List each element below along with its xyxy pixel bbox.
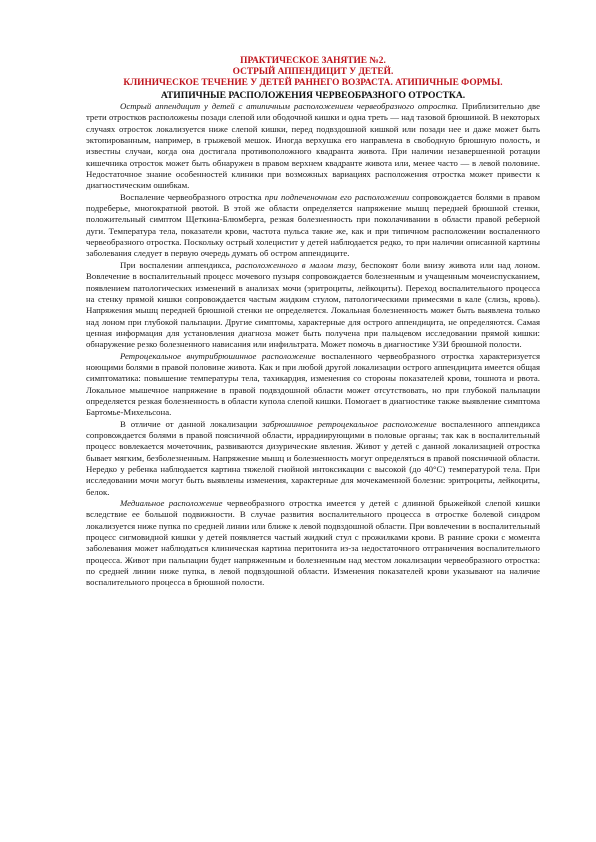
paragraph-pelvic: При воспалении аппендикса, расположенного в малом тазу, беспокоят боли внизу живота или над лоном. Вовлечение в воспалительный процесс мочевого пузыря сопровождается болезненным и учащенным мочеиспусканием, появлением патологических изменений в анализах мочи (эритроциты, лейкоциты). Переход воспалительного процесса на стенку прямой кишки сопровождается частым жидким стулом, патологическими примесями в кале (слизь, кровь). Напряжения мышц передней брюшной стенки не определяется. Локальная болезненность может быть выявлена только над лоном при глубокой пальпации. Другие симптомы, характерные для острого аппендицита, не определяются. Самая ценная информация для установления диагноза может быть получена при пальцевом исследовании прямой кишки: обнаружение резко болезненного нависания или инфильтрата. Может помочь в диагностике УЗИ брюшной полости. [86, 259, 541, 350]
paragraph-intro: Острый аппендицит у детей с атипичным расположением червеобразного отростка. Приблизительно две трети отростков расположены позади слепой или ободочной кишки и одна треть — над тазовой брюшиной. В некоторых случаях отросток локализуется ниже слепой кишки, перед подвздошной кишкой или позади нее и даже может быть эктопированным, например, в грыжевой мешок. Иногда верхушка его направлена в свободную брюшную полость, и известны случаи, когда она достигала противоположного квадранта живота. При наличии незавершенной ротации кишечника отросток может быть обнаружен в правом верхнем квадранте живота или, менее часто — в левой половине. Недостаточное знание особенностей клиники при возможных вариациях расположения отростка может привести к диагностическим ошибкам. [86, 101, 540, 191]
paragraph-medial: Медиальное расположение червеобразного отростка имеется у детей с длинной брыжейкой слепой кишки вследствие ее большой подвижности. В случае развития воспалительного процесса в отростке болевой синдром локализуется ниже пупка по средней линии или ближе к левой подвздошной области. При вовлечении в воспалительный процесс сигмовидной кишки у детей появляется частый жидкий стул с прожилками крови. В ранние сроки с момента заболевания может наблюдаться клиническая картина перитонита из-за недостаточного отграничения воспалительного процесса. Живот при пальпации будет напряженным и болезненным над местом локализации червеобразного отростка: по средней линии ниже пупка, в левой подвздошной области. Изменения показателей крови указывают на наличие воспалительного процесса в брюшной полости. [86, 498, 540, 588]
topic-title: ОСТРЫЙ АППЕНДИЦИТ У ДЕТЕЙ. [232, 67, 394, 78]
paragraph-retrocecal-intraperitoneal: Ретроцекальное внутрибрюшинное расположение воспаленного червеобразного отростка характеризуется ноющими болями в правой половине живота. Как и при любой другой локализации острого аппендицита имеется общая симптоматика: повышение температуры тела, тахикардия, изменения со стороны показателей крови, тошнота и рвота. Локальное мышечное напряжение в правой подвздошной области может отсутствовать, но при глубокой пальпации определяется резкая болезненность в области купола слепой кишки. Помогает в диагностике также выявление симптома Бартомье-Михельсона. [86, 350, 541, 418]
subtopic-title: КЛИНИЧЕСКОЕ ТЕЧЕНИЕ У ДЕТЕЙ РАННЕГО ВОЗРАСТА. АТИПИЧНЫЕ ФОРМЫ. [123, 78, 503, 89]
practice-title: ПРАКТИЧЕСКОЕ ЗАНЯТИЕ №2. [240, 56, 386, 66]
section-heading: АТИПИЧНЫЕ РАСПОЛОЖЕНИЯ ЧЕРВЕОБРАЗНОГО ОТРОСТКА. [160, 89, 466, 101]
document-page [86, 56, 540, 589]
paragraph-subhepatic: Воспаление червеобразного отростка при подпеченочном его расположении сопровождается болями в правом подреберье, многократной рвотой. В этой же области определяется напряжение мышц передней брюшной стенки, положительный симптом Щеткина-Блюмберга, резкая болезненность при поколачивании в области правой реберной дуги. Температура тела, показатели крови, частота пульса такие же, как и при типичном расположении воспаленного червеобразного отростка. Поскольку острый холецистит у детей наблюдается редко, то при наличии описанной картины заболевания следует в первую очередь думать об остром аппендиците. [86, 191, 540, 259]
paragraph-retrocecal-retroperitoneal: В отличие от данной локализации забрюшинное ретроцекальное расположение воспаленного аппендикса сопровождается болями в правой поясничной области, иррадиирующими в половые органы; так как в воспалительный процесс вовлекается мочеточник, развиваются дизурические явления. Живот у детей с данной локализацией отростка бывает мягким, безболезненным. Напряжение мышц и болезненность могут определяться в правой поясничной области. Нередко у ребенка наблюдается картина тяжелой гнойной интоксикации с высокой (до 40°С) температурой тела. При исследовании мочи могут быть выявлены изменения, характерные для мочекаменной болезни: эритроциты, лейкоциты, белок. [86, 418, 540, 497]
